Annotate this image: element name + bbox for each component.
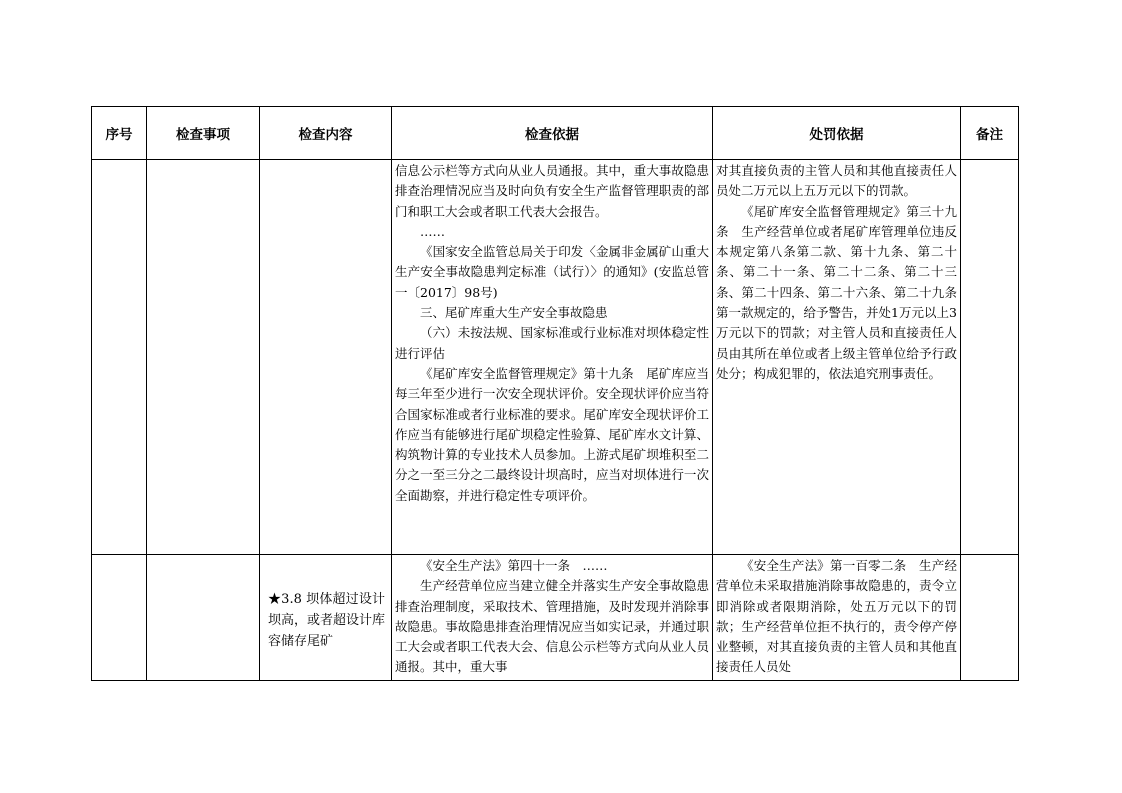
paragraph: 三、尾矿库重大生产安全事故隐患 — [420, 305, 608, 321]
penalty-cell — [713, 160, 961, 555]
basis-cell — [392, 555, 713, 681]
paragraph: …… — [420, 223, 445, 239]
header-basis: 检查依据 — [392, 107, 713, 160]
paragraph: 生产经营单位应当建立健全并落实生产安全事故隐患排查治理制度，采取技术、管理措施，及时发现并消除事故隐患。事故隐患排查治理情况应当如实记录，并通过职工大会或者职工代表大会、信息公示栏等方式向从业人员通报。其中，重大事 — [395, 578, 709, 675]
basis-cell — [392, 160, 713, 555]
item-cell — [147, 555, 260, 681]
penalty-text — [713, 555, 960, 678]
header-content: 检查内容 — [260, 107, 392, 160]
paragraph: 《安全生产法》第一百零二条 生产经营单位未采取措施消除事故隐患的，责令立即消除或者限期消除，处五万元以下的罚款；生产经营单位拒不执行的，责令停产停业整顿，对其直接负责的主管人员和其他直接责任人员处 — [716, 558, 957, 675]
table-row — [92, 160, 1019, 555]
header-item: 检查事项 — [147, 107, 260, 160]
basis-text — [392, 160, 712, 506]
item-cell — [147, 160, 260, 555]
paragraph: 《尾矿库安全监督管理规定》第三十九条 生产经营单位或者尾矿库管理单位违反本规定第八条第二款、第十九条、第二十条、第二十一条、第二十二条、第二十三条、第二十四条、第二十六条、第二十九条第一款规定的，给予警告，并处1万元以上3万元以下的罚款；对主管人员和直接责任人员由其所在单位或者上级主管单位给予行政处分；构成犯罪的，依法追究刑事责任。 — [716, 203, 957, 381]
remark-cell — [961, 160, 1019, 555]
header-penalty: 处罚依据 — [713, 107, 961, 160]
header-row — [92, 107, 1019, 160]
basis-text — [392, 555, 712, 678]
remark-cell — [961, 555, 1019, 681]
inspection-content-text: ★3.8 坝体超过设计坝高，或者超设计库容储存尾矿 — [268, 592, 386, 649]
penalty-cell — [713, 555, 961, 681]
content-cell — [260, 160, 392, 555]
paragraph: 对其直接负责的主管人员和其他直接责任人员处二万元以上五万元以下的罚款。 — [716, 163, 957, 199]
seq-cell — [92, 160, 147, 555]
penalty-text — [713, 160, 960, 384]
seq-cell — [92, 555, 147, 681]
inspection-table — [91, 106, 1019, 681]
paragraph: 《安全生产法》第四十一条 …… — [420, 558, 608, 573]
paragraph: 《尾矿库安全监督管理规定》第十九条 尾矿库应当每三年至少进行一次安全现状评价。安全现状评价应当符合国家标准或者行业标准的要求。尾矿库安全现状评价工作应当有能够进行尾矿坝稳定性验算、尾矿库水文计算、构筑物计算的专业技术人员参加。上游式尾矿坝堆积至二分之一至三分之二最终设计坝高时，应当对坝体进行一次全面勘察，并进行稳定性专项评价。 — [395, 365, 709, 503]
paragraph: （六）未按法规、国家标准或行业标准对坝体稳定性进行评估 — [395, 325, 709, 361]
header-seq: 序号 — [92, 107, 147, 160]
table-row — [92, 555, 1019, 681]
content-cell — [260, 555, 392, 681]
header-remark: 备注 — [961, 107, 1019, 160]
paragraph: 《国家安全监管总局关于印发〈金属非金属矿山重大生产安全事故隐患判定标准（试行）〉的通知》(安监总管一〔2017〕98号) — [395, 244, 709, 300]
paragraph: 信息公示栏等方式向从业人员通报。其中，重大事故隐患排查治理情况应当及时向负有安全生产监督管理职责的部门和职工大会或者职工代表大会报告。 — [395, 163, 709, 219]
